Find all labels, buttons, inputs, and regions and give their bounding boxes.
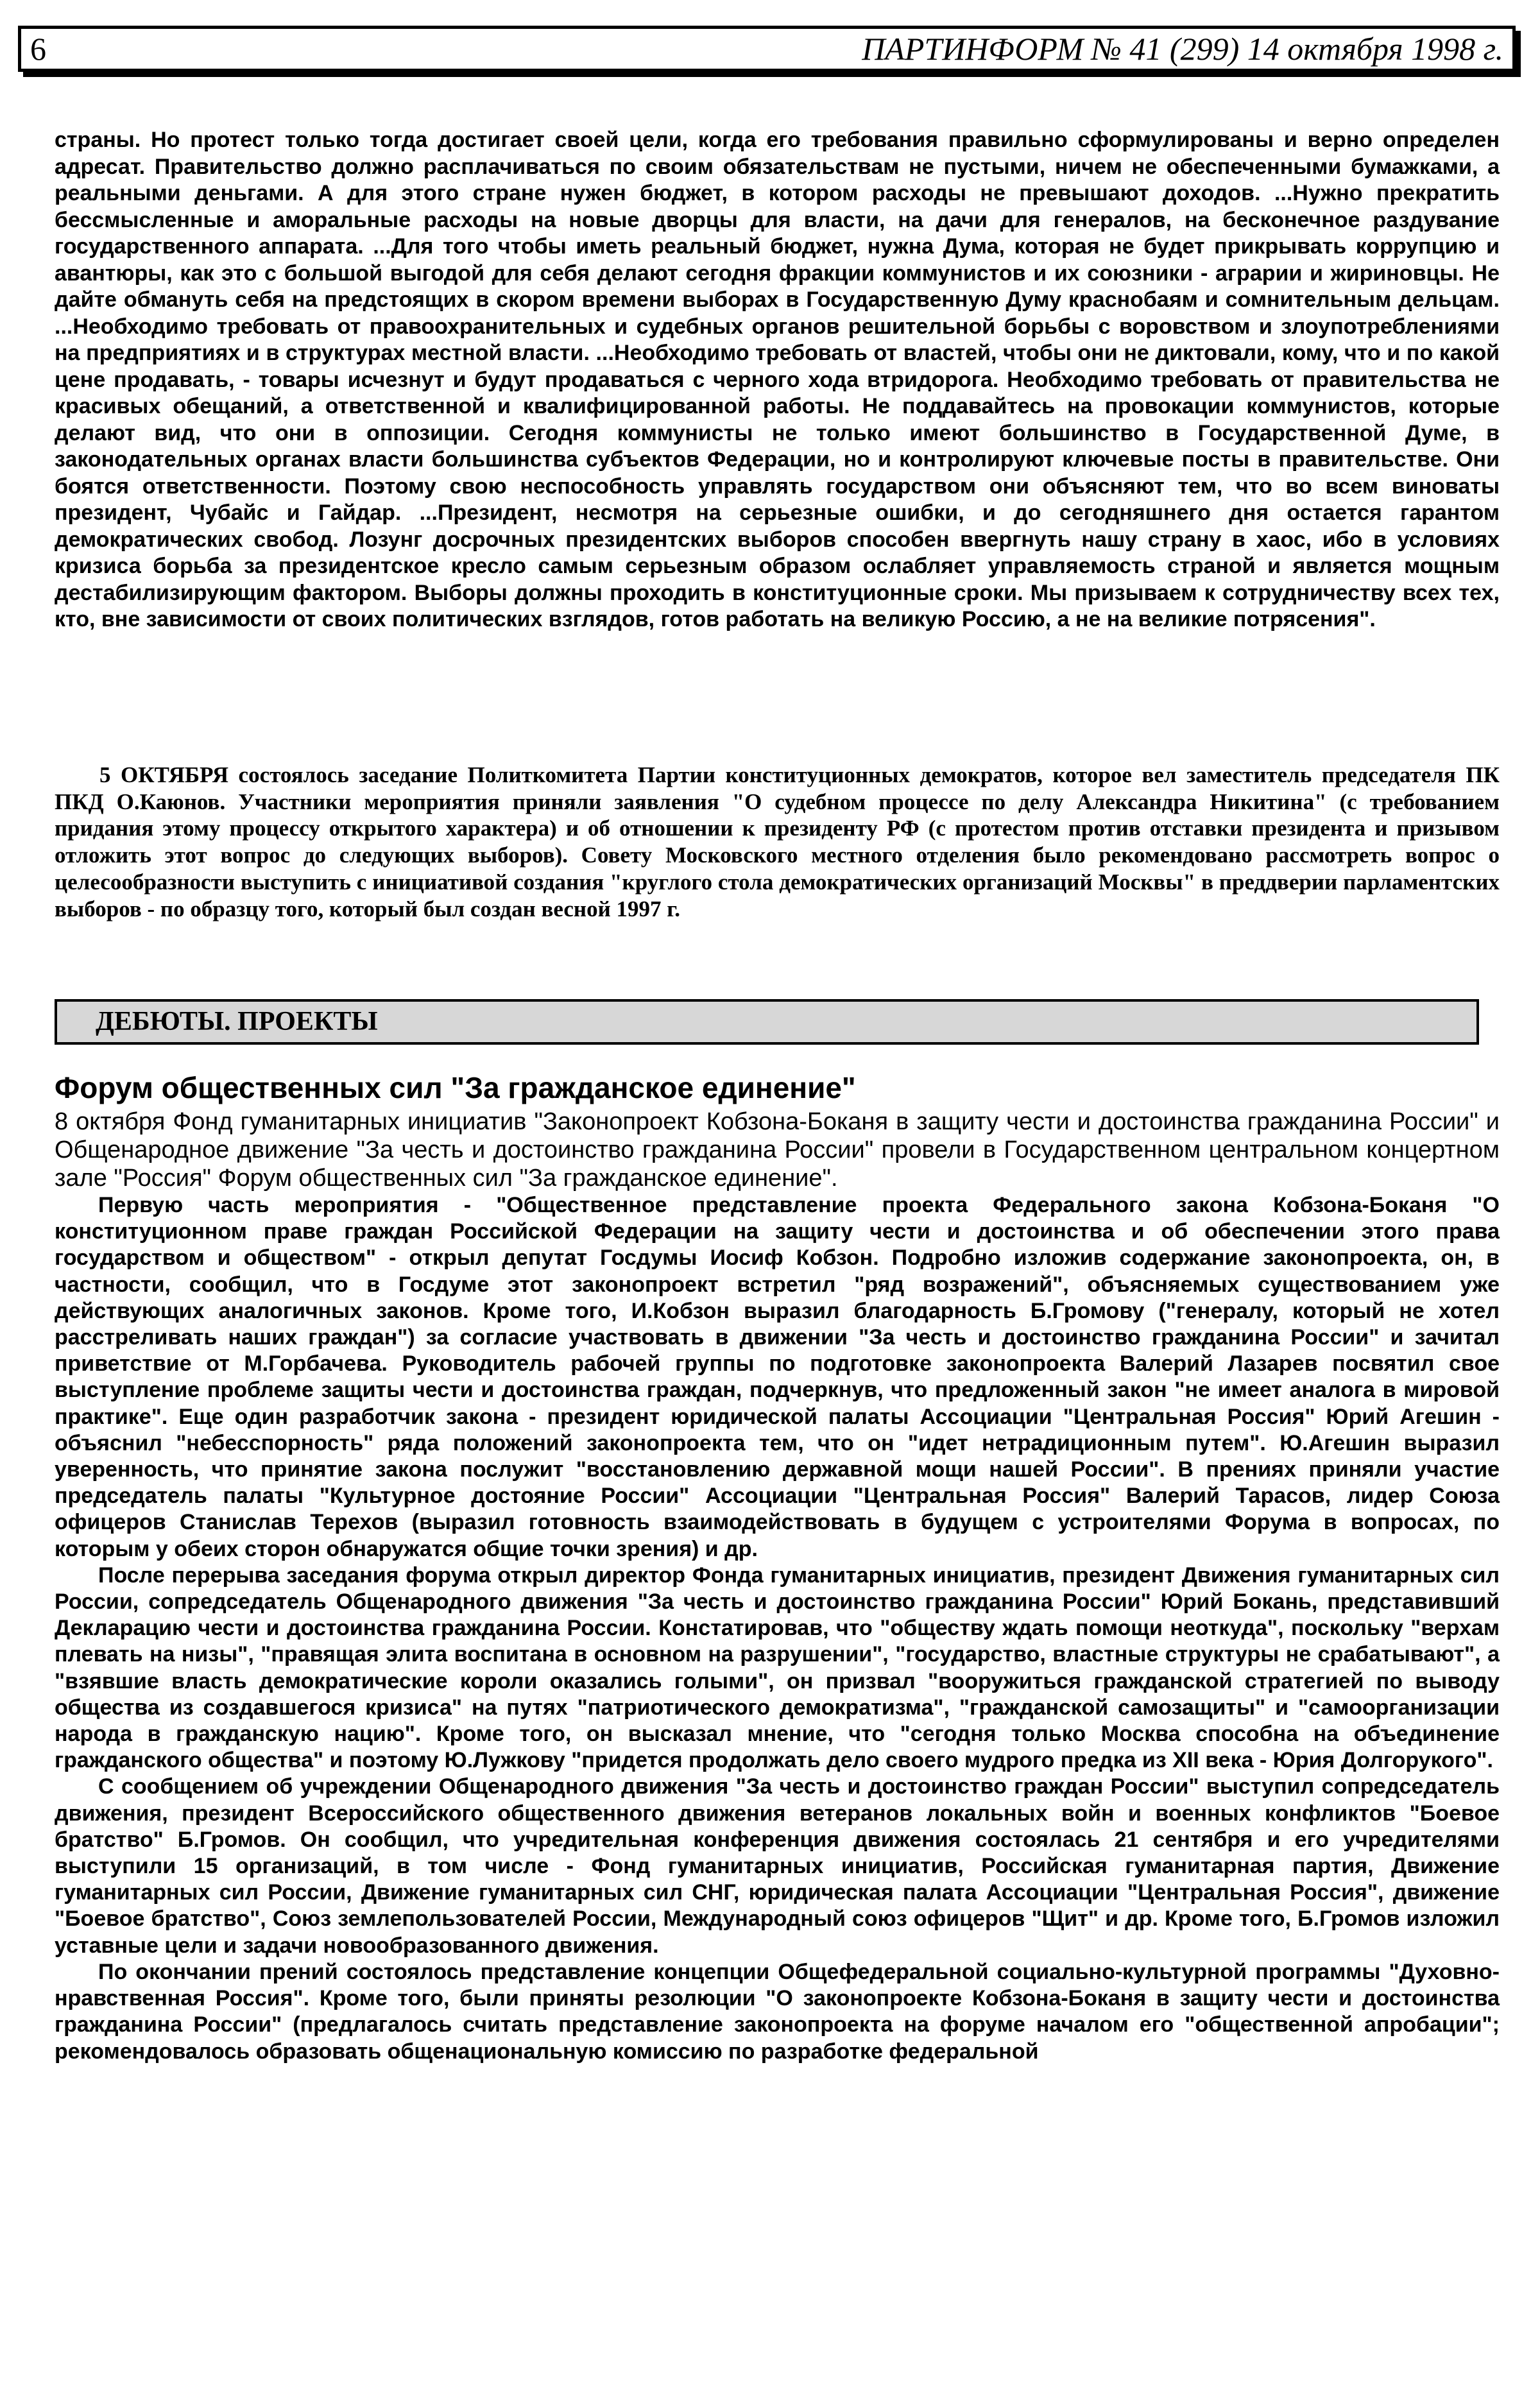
article-title: Форум общественных сил "За гражданское единение" bbox=[55, 1071, 856, 1104]
article-lead: 8 октября Фонд гуманитарных инициатив "Законопроект Кобзона-Боканя в защиту чести и достоинства гражданина России" и Общенародное движение "За честь и достоинство гражданина России" провели в Государственном центральном концертном зале "Россия" Форум общественных сил "За гражданское единение". bbox=[55, 1108, 1500, 1192]
article-paragraph: После перерыва заседания форума открыл директор Фонда гуманитарных инициатив, президент Движения гуманитарных сил России, сопредседатель Общенародного движения "За честь и достоинство гражданина России" Юрий Бокань, представивший Декларацию чести и достоинства гражданина России. Констатировав, что "обществу ждать помощи неоткуда", поскольку "верхам плевать на низы", "правящая элита воспитана в основном на разрушении", "государство, властные структуры не срабатывают", а "взявшие власть демократические короли оказались голыми", он призвал "вооружиться гражданской стратегией по выводу общества из создавшегося кризиса" на путях "патриотического демократизма", "гражданской самозащиты" и "самоорганизации народа в гражданскую нацию". Кроме того, он высказал мнение, что "сегодня только Москва способна на объединение гражданского общества" и поэтому Ю.Лужкову "придется продолжать дело своего мудрого предка из XII века - Юрия Долгорукого". bbox=[55, 1563, 1500, 1773]
article-paragraph: Первую часть мероприятия - "Общественное представление проекта Федерального закона Кобзона-Боканя "О конституционном праве граждан Российской Федерации на защиту чести и достоинства и об обеспечении этого права государством и обществом" - открыл депутат Госдумы Иосиф Кобзон. Подробно изложив содержание законопроекта, он, в частности, сообщил, что в Госдуме этот законопроект встретил "ряд возражений", объясняемых существованием уже действующих аналогичных законов. Кроме того, И.Кобзон выразил благодарность Б.Громову ("генералу, который не хотел расстреливать наших граждан") за согласие участвовать в движении "За честь и достоинство гражданина России" и зачитал приветствие от М.Горбачева. Руководитель рабочей группы по подготовке законопроекта Валерий Лазарев посвятил свое выступление проблеме защиты чести и достоинства граждан, подчеркнув, что предложенный закон "не имеет аналога в мировой практике". Еще один разработчик закона - президент юридической палаты Ассоциации "Центральная Россия" Юрий Агешин - объяснил "небесспорность" ряда положений законопроекта тем, что он "идет нетрадиционным путем". Ю.Агешин выразил уверенность, что принятие закона послужит "восстановлению державной мощи нашей России". В прениях приняли участие председатель палаты "Культурное достояние России" Ассоциации "Центральная Россия" Валерий Тарасов, лидер Союза офицеров Станислав Терехов (выразил готовность взаимодействовать в будущем с устроителями Форума в вопросах, по которым у обеих сторон обнаружатся общие точки зрения) и др. bbox=[55, 1193, 1500, 1561]
section-title: ДЕБЮТЫ. ПРОЕКТЫ bbox=[96, 1007, 378, 1036]
page-number: 6 bbox=[30, 31, 46, 67]
publication-title: ПАРТИНФОРМ № 41 (299) 14 октября 1998 г. bbox=[862, 31, 1503, 67]
section-banner bbox=[55, 999, 1479, 1045]
continued-article bbox=[55, 127, 1500, 633]
news-item-text: 5 ОКТЯБРЯ состоялось заседание Политкомитета Партии конституционных демократов, которое вел заместитель председателя ПК ПКД О.Каюнов. Участники мероприятия приняли заявления "О судебном процессе по делу Александра Никитина" (с требованием придания этому процессу открытого характера) и об отношении к президенту РФ (с протестом против отставки президента и призывом отложить этот вопрос до следующих выборов). Совету Московского местного отделения было рекомендовано рассмотреть вопрос о целесообразности выступить с инициативой создания "круглого стола демократических организаций Москвы" в преддверии парламентских выборов - по образцу того, который был создан весной 1997 г. bbox=[55, 762, 1500, 921]
news-item bbox=[55, 762, 1500, 922]
continued-text: страны. Но протест только тогда достигает своей цели, когда его требования правильно сформулированы и верно определен адресат. Правительство должно расплачиваться по своим обязательствам не пустыми, ничем не обеспеченными бумажками, а реальными деньгами. А для этого стране нужен бюджет, в котором расходы не превышают доходов. ...Нужно прекратить бессмысленные и аморальные расходы на новые дворцы для власти, на дачи для генералов, на бесконечное раздувание государственного аппарата. ...Для того чтобы иметь реальный бюджет, нужна Дума, которая не будет прикрывать коррупцию и авантюры, как это с большой выгодой для себя делают сегодня фракции коммунистов и их союзники - аграрии и жириновцы. Не дайте обмануть себя на предстоящих в скором времени выборах в Государственную Думу краснобаям и сомнительным дельцам. ...Необходимо требовать от правоохранительных и судебных органов решительной борьбы с воровством и злоупотреблениями на предприятиях и в структурах местной власти. ...Необходимо требовать от властей, чтобы они не диктовали, кому, что и по какой цене продавать, - товары исчезнут и будут продаваться с черного хода втридорога. Необходимо требовать от правительства не красивых обещаний, а ответственной и квалифицированной работы. Не поддавайтесь на провокации коммунистов, которые делают вид, что они в оппозиции. Сегодня коммунисты не только имеют большинство в Государственной Думе, в законодательных органах власти большинства субъектов Федерации, но и контролируют ключевые посты в правительстве. Они боятся ответственности. Поэтому свою неспособность управлять государством они объясняют тем, что во всем виноваты президент, Чубайс и Гайдар. ...Президент, несмотря на серьезные ошибки, и до сегодняшнего дня остается гарантом демократических свобод. Лозунг досрочных президентских выборов способен ввергнуть нашу страну в хаос, ибо в условиях кризиса борьба за президентское кресло самым серьезным образом ослабляет управляемость страной и является мощным дестабилизирующим фактором. Выборы должны проходить в конституционные сроки. Мы призываем к сотрудничеству всех тех, кто, вне зависимости от своих политических взглядов, готов работать на великую Россию, а не на великие потрясения". bbox=[55, 128, 1500, 631]
page-header bbox=[18, 26, 1516, 72]
article-paragraph: По окончании прений состоялось представление концепции Общефедеральной социально-культурной программы "Духовно-нравственная Россия". Кроме того, были приняты резолюции "О законопроекте Кобзона-Боканя в защиту чести и достоинства гражданина России" (предлагалось считать представление законопроекта на форуме началом его "общественной апробации"; рекомендовалось образовать общенациональную комиссию по разработке федеральной bbox=[55, 1959, 1500, 2064]
article-paragraph: С сообщением об учреждении Общенародного движения "За честь и достоинство граждан России" выступил сопредседатель движения, президент Всероссийского общественного движения ветеранов локальных войн и военных конфликтов "Боевое братство" Б.Громов. Он сообщил, что учредительная конференция движения состоялась 21 сентября и его учредителями выступили 15 организаций, в том числе - Фонд гуманитарных инициатив, Российская гуманитарная партия, Движение гуманитарных сил России, Движение гуманитарных сил СНГ, юридическая палата Ассоциации "Центральная Россия", движение "Боевое братство", Союз землепользователей России, Международный союз офицеров "Щит" и др. Кроме того, Б.Громов изложил уставные цели и задачи новообразованного движения. bbox=[55, 1774, 1500, 1958]
article-body bbox=[55, 1108, 1500, 2065]
